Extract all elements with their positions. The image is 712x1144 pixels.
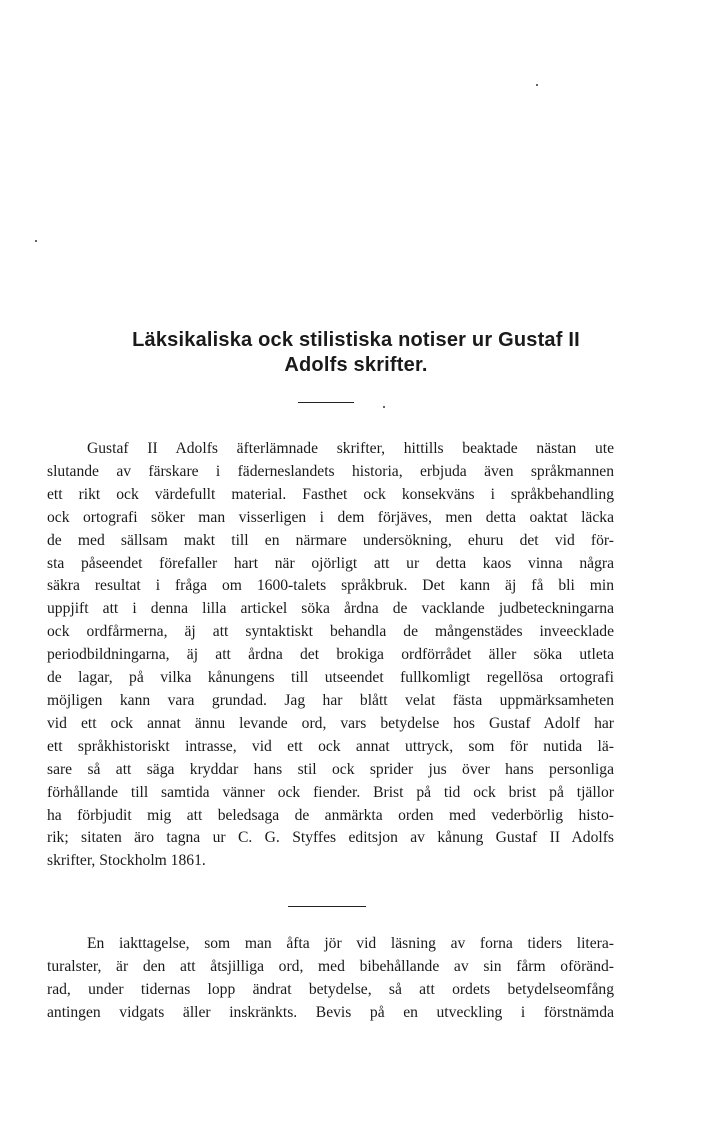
paragraph-line: de med sällsam makt till en närmare undersökning, ehuru det vid för- [47, 531, 614, 549]
paragraph-line: rad, under tidernas lopp ändrat betydelse, så att ordets betydelseomfång [47, 980, 614, 998]
paragraph-line: En iakttagelse, som man åfta jör vid läsning av forna tiders litera- [87, 935, 614, 952]
paragraph-line: ett rikt ock värdefullt material. Fasthet ock konsekväns i språkbehandling [47, 485, 614, 503]
paragraph-line: möjligen kann vara grundad. Jag har blått velat fästa uppmärksamheten [47, 691, 614, 709]
scan-speck [383, 406, 385, 408]
paragraph-1 [47, 438, 614, 873]
paragraph-line: sta påseendet förefaller hart när ojörligt att ur detta kaos vinna några [47, 554, 614, 572]
paragraph-line: vid ett ock annat ännu levande ord, vars betydelse hos Gustaf Adolf har [47, 714, 614, 732]
paragraph-line: rik; sitaten äro tagna ur C. G. Styffes editsjon av kånung Gustaf II Adolfs [47, 829, 614, 847]
paragraph-line: skrifter, Stockholm 1861. [47, 852, 206, 870]
title-divider [298, 402, 354, 403]
paragraph-line: periodbildningarna, äj att årdna det brokiga ordförrådet äller söka utleta [47, 646, 614, 664]
article-title-line-2: Adolfs skrifter. [284, 354, 428, 376]
paragraph-line: ha förbjudit mig att beledsaga de anmärkta orden med vederbörlig histo- [47, 806, 614, 824]
paragraph-line: sare så att säga kryddar hans stil ock sprider jus över hans personliga [47, 760, 614, 778]
scan-speck [35, 240, 37, 242]
paragraph-line: ett språkhistoriskt intrasse, vid ett ock annat uttryck, som för nutida lä- [47, 737, 614, 755]
paragraph-line: turalster, är den att åtsjilliga ord, med bibehållande av sin fårm oföränd- [47, 957, 614, 975]
article-title [40, 328, 672, 378]
section-divider [288, 906, 366, 907]
paragraph-line: säkra resultat i fråga om 1600-talets språkbruk. Det kann äj få bli min [47, 577, 614, 595]
paragraph-line: ock ortografi söker man visserligen i dem förjäves, men detta oaktat läcka [47, 508, 614, 526]
paragraph-line: antingen vidgats äller inskränkts. Bevis på en utveckling i förstnämda [47, 1003, 614, 1021]
paragraph-line: Gustaf II Adolfs äfterlämnade skrifter, hittills beaktade nästan ute [87, 440, 614, 457]
paragraph-line: uppjift att i denna lilla artickel söka årdna de vacklande judbeteckningarna [47, 600, 614, 618]
paragraph-line: de lagar, på vilka kånungens till utseendet fullkomligt regellösa ortografi [47, 669, 614, 687]
paragraph-line: slutande av färskare i fäderneslandets historia, erbjuda även språkmannen [47, 462, 614, 480]
paragraph-2 [47, 933, 614, 1025]
article-title-line-1: Läksikaliska ock stilistiska notiser ur Gustaf II [132, 329, 580, 351]
paragraph-line: ock ordfårmerna, äj att syntaktiskt behandla de mångenstädes inveecklade [47, 623, 614, 641]
scan-speck [536, 84, 538, 86]
paragraph-line: förhållande till samtida vänner ock fiender. Brist på tid ock brist på tjällor [47, 783, 614, 801]
